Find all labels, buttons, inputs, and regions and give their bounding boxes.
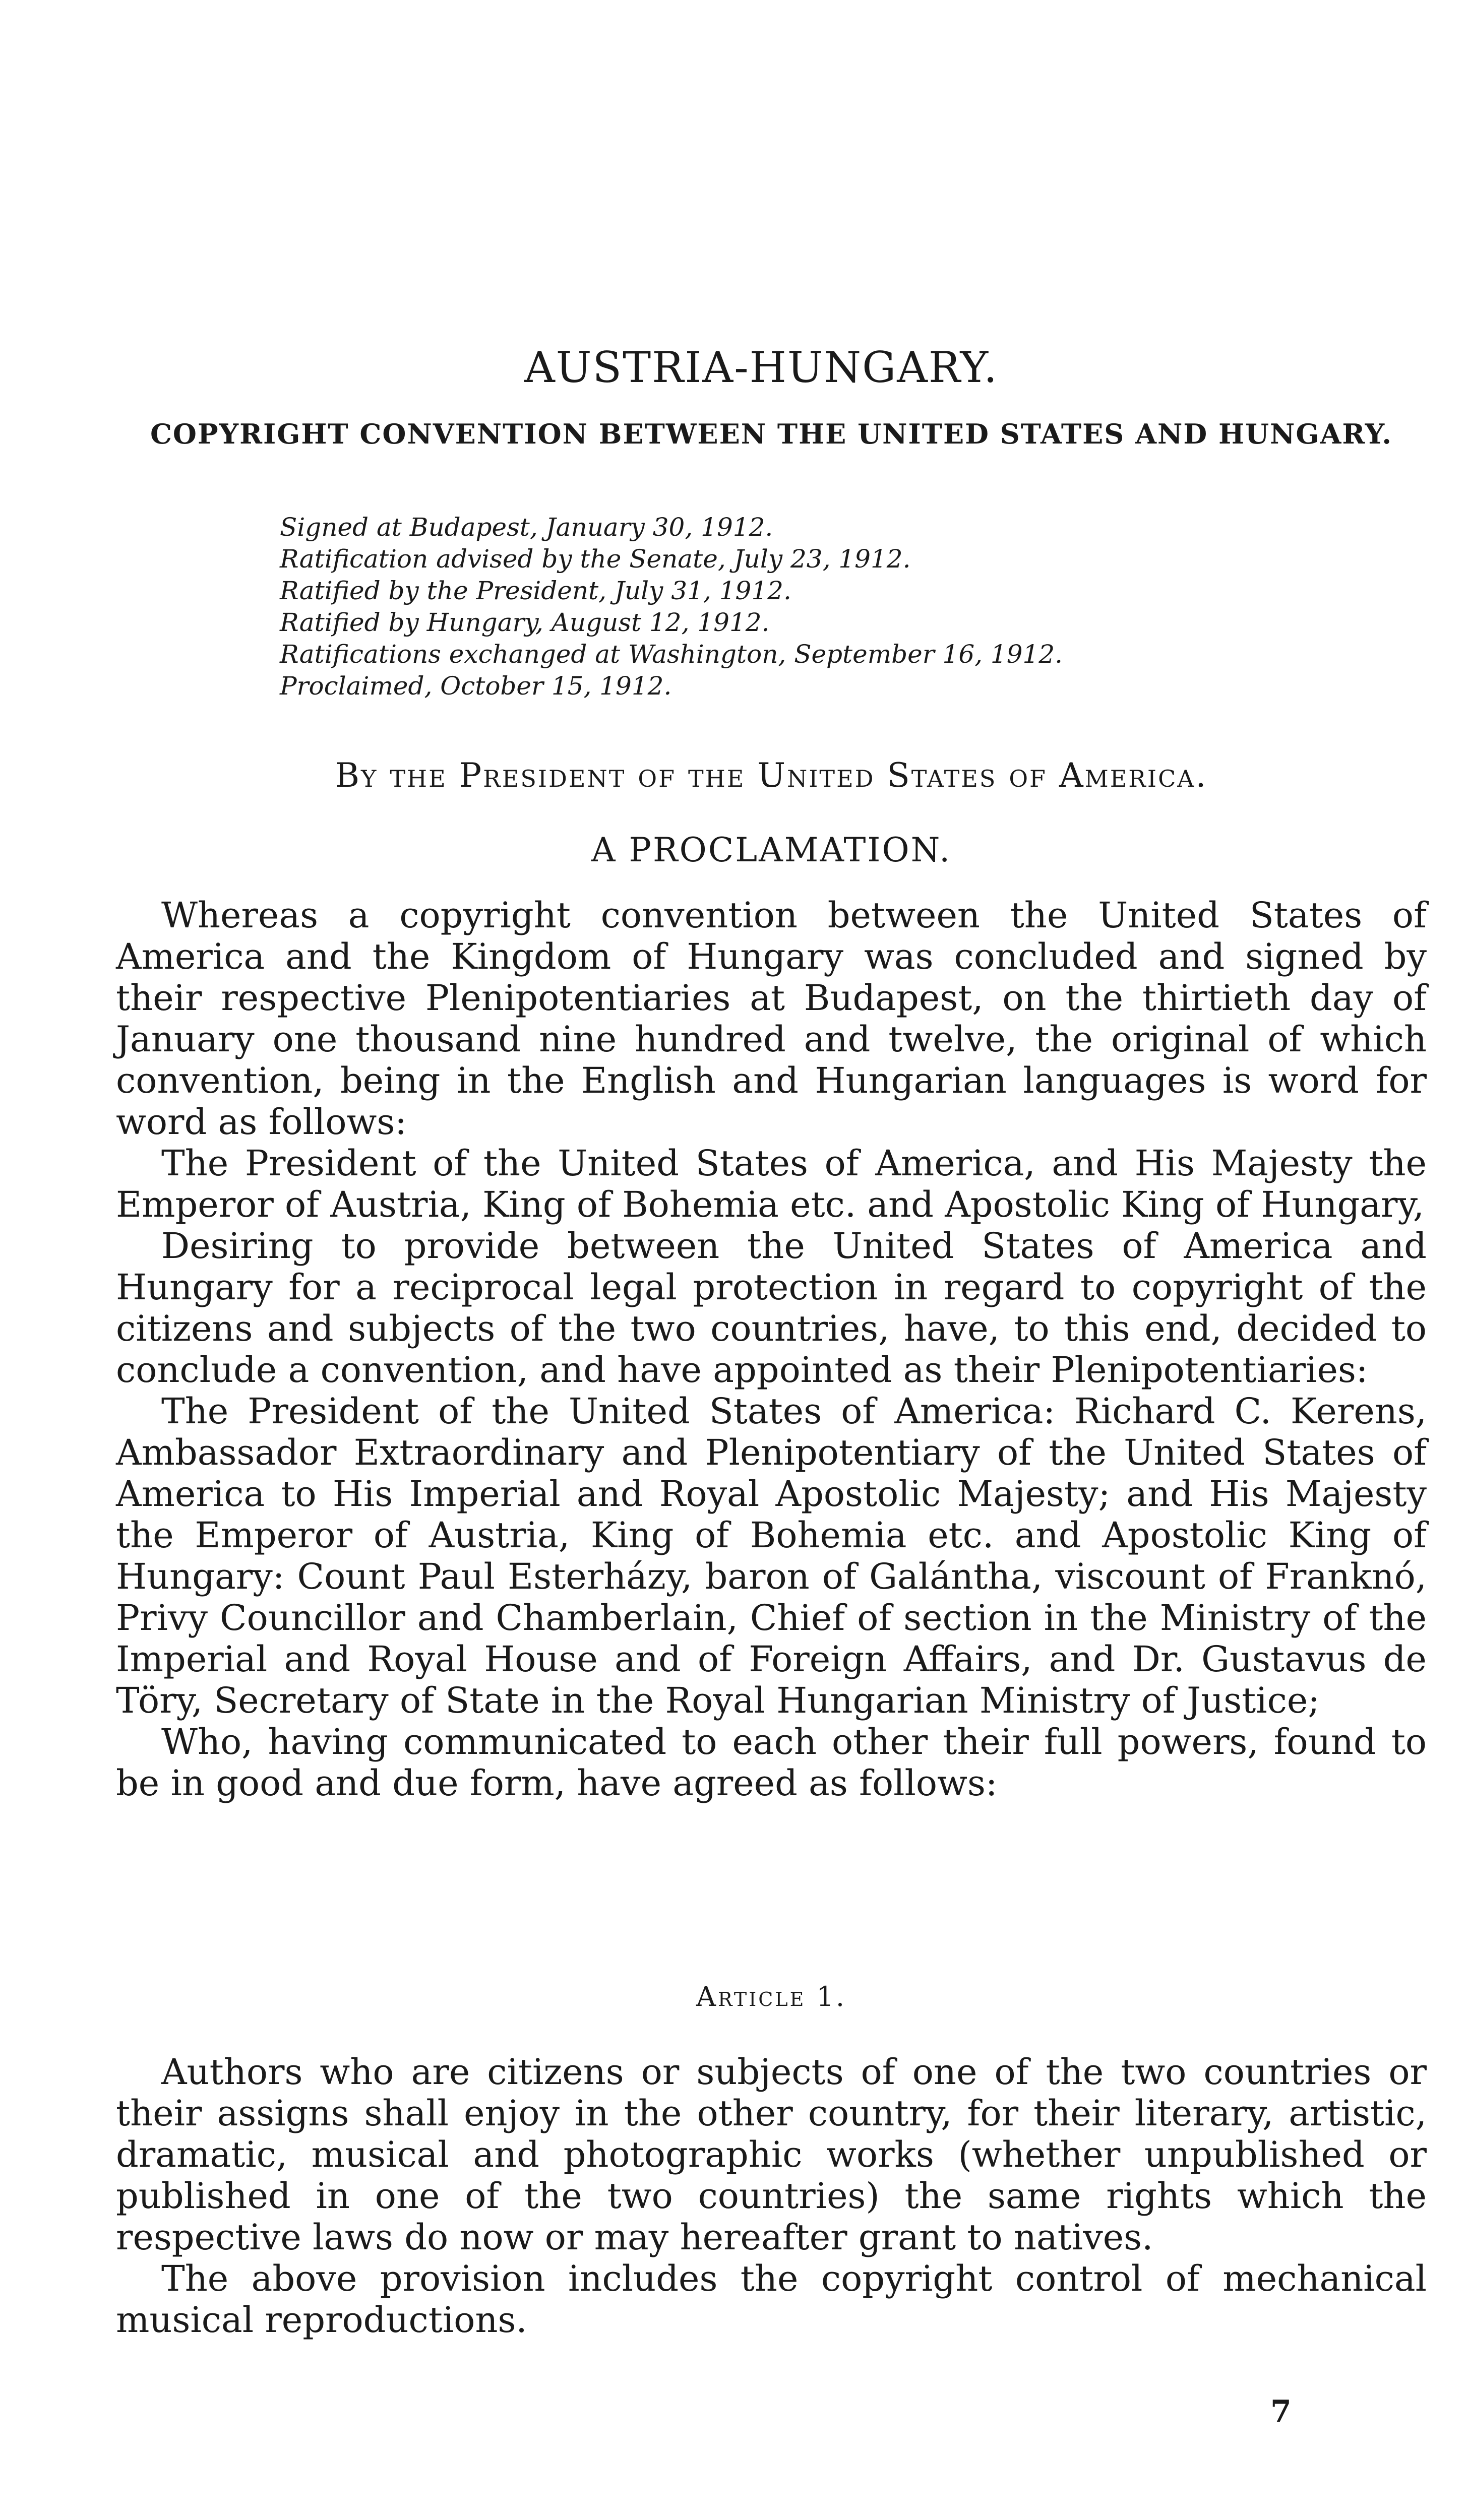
date-line: Ratification advised by the Senate, July 23, 1912. xyxy=(280,544,911,574)
ratification-dates xyxy=(280,512,1439,702)
date-line: Ratified by Hungary, August 12, 1912. xyxy=(280,608,770,637)
proclamation-heading: A PROCLAMATION. xyxy=(591,831,952,869)
article-body xyxy=(116,2051,1427,2341)
date-line: Ratified by the President, July 31, 1912. xyxy=(280,576,791,605)
paragraph: The President of the United States of America, and His Majesty the Emperor of Austria, King of Bohemia etc. and Apostolic King of Hungary, xyxy=(116,1143,1427,1225)
date-line: Proclaimed, October 15, 1912. xyxy=(280,671,672,701)
by-president-heading: By the President of the United States of America. xyxy=(335,756,1208,795)
paragraph: Whereas a copyright convention between the United States of America and the Kingdom of Hungary was concluded and signed by their respective Plenipotentiaries at Budapest, on the thirtieth day of January one thousand nine hundred and twelve, the original of which convention, being in the English and Hungarian languages is word for word as follows: xyxy=(116,895,1427,1143)
paragraph: Authors who are citizens or subjects of one of the two countries or their assigns shall enjoy in the other country, for their literary, artistic, dramatic, musical and photographic works (whether unpublished or published in one of the two countries) the same rights which the respective laws do now or may hereafter grant to natives. xyxy=(116,2051,1427,2258)
document-title: AUSTRIA-HUNGARY. xyxy=(524,343,998,392)
article-heading: Article 1. xyxy=(696,1981,847,2012)
paragraph: The above provision includes the copyright control of mechanical musical reproductions. xyxy=(116,2258,1427,2341)
proclamation-body xyxy=(116,895,1427,1804)
page-number: 7 xyxy=(1270,2394,1292,2429)
paragraph: The President of the United States of America: Richard C. Kerens, Ambassador Extraordinary and Plenipotentiary of the United States of America to His Imperial and Royal Apostolic Majesty; and His Majesty the Emperor of Austria, King of Bohemia etc. and Apostolic King of Hungary: Count Paul Esterházy, baron of Galántha, viscount of Franknó, Privy Councillor and Chamberlain, Chief of section in the Ministry of the Imperial and Royal House and of Foreign Affairs, and Dr. Gustavus de Töry, Secretary of State in the Royal Hungarian Ministry of Justice; xyxy=(116,1391,1427,1721)
date-line: Signed at Budapest, January 30, 1912. xyxy=(280,513,773,542)
date-line: Ratifications exchanged at Washington, September 16, 1912. xyxy=(280,640,1063,669)
paragraph: Who, having communicated to each other their full powers, found to be in good and due form, have agreed as follows: xyxy=(116,1721,1427,1804)
paragraph: Desiring to provide between the United States of America and Hungary for a reciprocal legal protection in regard to copyright of the citizens and subjects of the two countries, have, to this end, decided to conclude a convention, and have appointed as their Plenipotentiaries: xyxy=(116,1225,1427,1391)
document-subtitle: COPYRIGHT CONVENTION BETWEEN THE UNITED STATES AND HUNGARY. xyxy=(150,418,1393,450)
